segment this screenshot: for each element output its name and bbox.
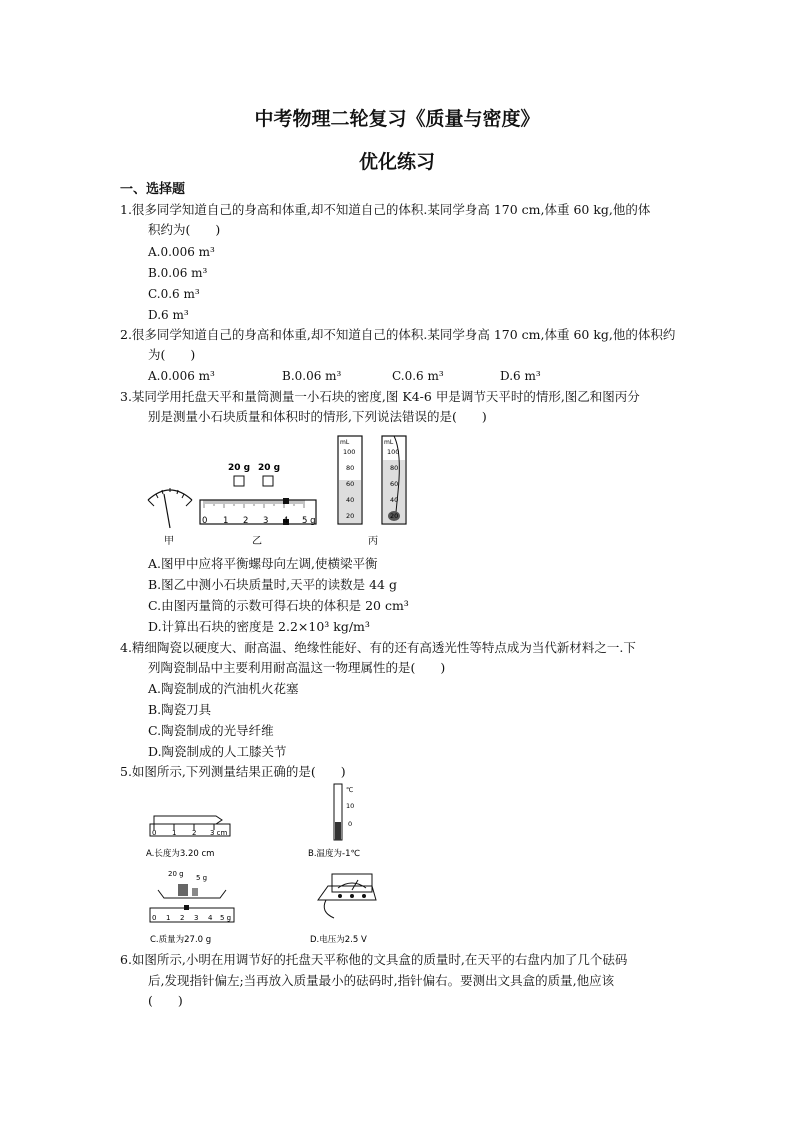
caption-c: C.质量为27.0 g: [150, 935, 212, 945]
svg-text:40: 40: [390, 496, 399, 504]
mass-balance-figure: [150, 870, 234, 945]
section-heading: 一、选择题: [120, 182, 186, 197]
svg-text:4: 4: [283, 516, 289, 526]
svg-text:mL: mL: [340, 439, 350, 446]
page-title: 中考物理二轮复习《质量与密度》: [254, 108, 540, 130]
q4-option-c: C.陶瓷制成的光导纤维: [148, 723, 274, 738]
svg-text:3 cm: 3 cm: [210, 829, 228, 837]
svg-text:0: 0: [202, 516, 208, 526]
svg-text:20 g: 20 g: [168, 870, 184, 878]
q3-option-a: A.图甲中应将平衡螺母向左调,使横梁平衡: [148, 556, 378, 571]
q6-stem-line2: 后,发现指针偏左;当再放入质量最小的砝码时,指针偏右。要测出文具盒的质量,他应该: [148, 973, 615, 988]
label-bing: 丙: [368, 536, 378, 547]
q1-stem-line2: 积约为( ): [148, 222, 221, 237]
svg-text:80: 80: [346, 464, 355, 472]
q4-stem-line2: 列陶瓷制品中主要利用耐高温这一物理属性的是( ): [148, 660, 446, 675]
q2-stem-line2: 为( ): [148, 347, 196, 362]
balance-ruler-figure: [200, 463, 316, 547]
q3-option-c: C.由图丙量筒的示数可得石块的体积是 20 cm³: [148, 598, 409, 613]
svg-text:2: 2: [180, 914, 185, 922]
svg-text:5 g: 5 g: [220, 914, 232, 922]
q4-option-d: D.陶瓷制成的人工膝关节: [148, 744, 287, 759]
svg-text:1: 1: [166, 914, 171, 922]
svg-text:5 g: 5 g: [302, 516, 316, 526]
svg-text:℃: ℃: [346, 786, 354, 794]
page-subtitle: 优化练习: [358, 151, 435, 173]
q2-option-a: A.0.006 m³: [148, 369, 215, 383]
caption-b: B.温度为-1℃: [308, 849, 361, 859]
svg-text:mL: mL: [384, 439, 394, 446]
q5-figure: [140, 782, 400, 950]
cylinders-figure: [338, 436, 406, 547]
svg-text:2: 2: [192, 829, 197, 837]
svg-text:1: 1: [172, 829, 177, 837]
q6-stem-line3: ( ): [148, 993, 183, 1008]
svg-text:100: 100: [387, 448, 400, 456]
svg-text:3: 3: [263, 516, 269, 526]
svg-text:2: 2: [243, 516, 249, 526]
q3-stem-line1: 3.某同学用托盘天平和量筒测量一小石块的密度,图 K4-6 甲是调节天平时的情形,图乙和图丙分: [120, 389, 640, 404]
label-jia: 甲: [164, 536, 174, 547]
svg-text:60: 60: [346, 480, 355, 488]
q1-option-a: A.0.006 m³: [148, 245, 215, 259]
svg-text:60: 60: [390, 480, 399, 488]
weight-label-2: 20 g: [258, 463, 281, 473]
q4-option-b: B.陶瓷刀具: [148, 702, 212, 717]
q2-option-b: B.0.06 m³: [282, 369, 342, 383]
q1-option-c: C.0.6 m³: [148, 287, 200, 301]
q5-stem: 5.如图所示,下列测量结果正确的是( ): [120, 764, 346, 779]
svg-text:10: 10: [346, 802, 355, 810]
svg-text:0: 0: [152, 829, 157, 837]
q3-figure: [140, 432, 440, 550]
label-yi: 乙: [252, 536, 262, 547]
q1-option-b: B.0.06 m³: [148, 266, 208, 280]
caption-d: D.电压为2.5 V: [310, 935, 367, 945]
svg-text:5 g: 5 g: [196, 874, 208, 882]
q4-option-a: A.陶瓷制成的汽油机火花塞: [148, 681, 299, 696]
svg-text:1: 1: [223, 516, 229, 526]
svg-text:100: 100: [343, 448, 356, 456]
q2-option-c: C.0.6 m³: [392, 369, 444, 383]
thermometer-figure: [308, 784, 361, 859]
q3-option-b: B.图乙中测小石块质量时,天平的读数是 44 g: [148, 577, 397, 592]
q1-option-d: D.6 m³: [148, 308, 189, 322]
svg-text:0: 0: [152, 914, 157, 922]
q6-stem-line1: 6.如图所示,小明在用调节好的托盘天平称他的文具盒的质量时,在天平的右盘内加了几个砝码: [120, 952, 628, 967]
q3-option-d: D.计算出石块的密度是 2.2×10³ kg/m³: [148, 619, 370, 634]
svg-text:0: 0: [348, 820, 353, 828]
q3-stem-line2: 别是测量小石块质量和体积时的情形,下列说法错误的是( ): [148, 409, 487, 424]
svg-text:40: 40: [346, 496, 355, 504]
ruler-figure: [146, 816, 230, 859]
weight-label-1: 20 g: [228, 463, 251, 473]
svg-text:20: 20: [390, 512, 399, 520]
balance-dial-figure: [148, 488, 192, 547]
caption-a: A.长度为3.20 cm: [146, 849, 215, 859]
voltmeter-figure: [310, 874, 376, 945]
svg-text:80: 80: [390, 464, 399, 472]
svg-text:20: 20: [346, 512, 355, 520]
q1-stem-line1: 1.很多同学知道自己的身高和体重,却不知道自己的体积.某同学身高 170 cm,体重 60 kg,他的体: [120, 202, 651, 217]
q2-option-d: D.6 m³: [500, 369, 541, 383]
svg-text:3: 3: [194, 914, 199, 922]
q2-stem-line1: 2.很多同学知道自己的身高和体重,却不知道自己的体积.某同学身高 170 cm,体重 60 kg,他的体积约: [120, 327, 676, 342]
svg-text:4: 4: [208, 914, 213, 922]
q4-stem-line1: 4.精细陶瓷以硬度大、耐高温、绝缘性能好、有的还有高透光性等特点成为当代新材料之一.下: [120, 640, 636, 655]
